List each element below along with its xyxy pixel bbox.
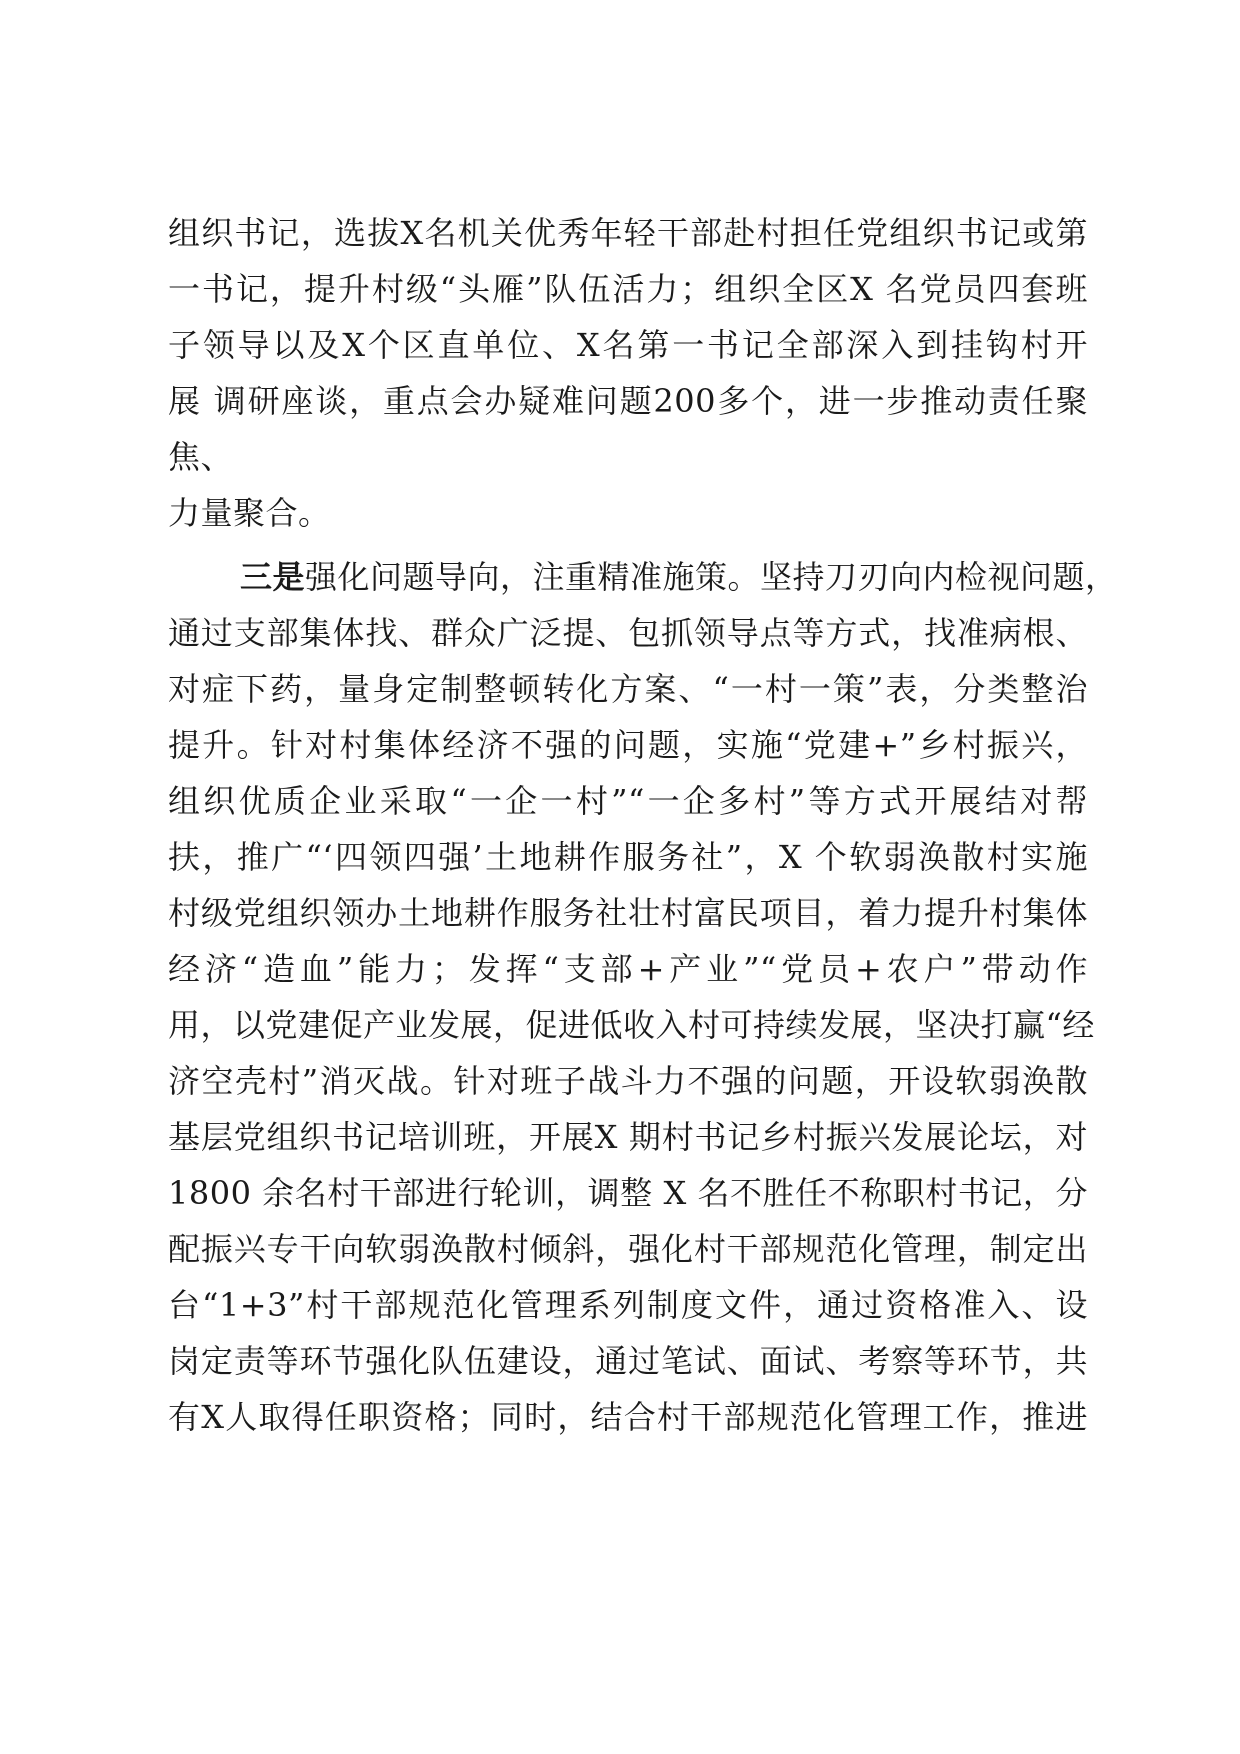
text-line: 组织优质企业采取“一企一村”“一企多村”等方式开展结对帮: [168, 782, 1088, 820]
text-line: 扶，推广“‘四领四强’土地耕作服务社”，X 个软弱涣散村实施: [168, 838, 1088, 876]
text-line: 有X人取得任职资格；同时，结合村干部规范化管理工作，推进: [168, 1398, 1088, 1436]
text-line: 提升。针对村集体经济不强的问题，实施“党建+”乡村振兴，: [168, 726, 1088, 764]
text-line: 岗定责等环节强化队伍建设，通过笔试、面试、考察等环节，共: [168, 1342, 1088, 1380]
body-text: [168, 205, 1118, 1445]
text-line: 力量聚合。: [168, 494, 331, 532]
text-line: 配振兴专干向软弱涣散村倾斜，强化村干部规范化管理，制定出: [168, 1230, 1088, 1268]
paragraph-lead-bold: 三是: [240, 558, 306, 596]
text-line: 对症下药，量身定制整顿转化方案、“一村一策”表，分类整治: [168, 670, 1088, 708]
text-line: 焦、: [168, 438, 234, 476]
paragraph-1: [168, 205, 1088, 541]
text-line: 组织书记，选拔X名机关优秀年轻干部赴村担任党组织书记或第: [168, 214, 1088, 252]
text-line: 一书记，提升村级“头雁”队伍活力；组织全区X 名党员四套班: [168, 270, 1088, 308]
text-line: 村级党组织领办土地耕作服务社壮村富民项目，着力提升村集体: [168, 894, 1088, 932]
text-line: 经济“造血”能力；发挥“支部+产业”“党员+农户”带动作: [168, 950, 1088, 988]
text-line: 台“1+3”村干部规范化管理系列制度文件，通过资格准入、设: [168, 1286, 1088, 1324]
paragraph-2: [168, 549, 1118, 1445]
text-line: 通过支部集体找、群众广泛提、包抓领导点等方式，找准病根、: [168, 614, 1088, 652]
text-line: 济空壳村”消灭战。针对班子战斗力不强的问题，开设软弱涣散: [168, 1062, 1088, 1100]
text-line: 基层党组织书记培训班，开展X 期村书记乡村振兴发展论坛，对: [168, 1118, 1088, 1156]
paragraph-lead-rest: 强化问题导向，注重精准施策。坚持刀刃向内检视问题，: [305, 558, 1118, 596]
text-line: 子领导以及X个区直单位、X名第一书记全部深入到挂钩村开: [168, 326, 1088, 364]
paragraph-gap: [168, 541, 1088, 549]
text-line: 用，以党建促产业发展，促进低收入村可持续发展，坚决打赢“经: [168, 1006, 1095, 1044]
text-line: 展 调研座谈，重点会办疑难问题200多个，进一步推动责任聚: [168, 382, 1088, 420]
text-line: 1800 余名村干部进行轮训，调整 X 名不胜任不称职村书记，分: [168, 1174, 1088, 1212]
text-line-first: [168, 549, 1118, 605]
